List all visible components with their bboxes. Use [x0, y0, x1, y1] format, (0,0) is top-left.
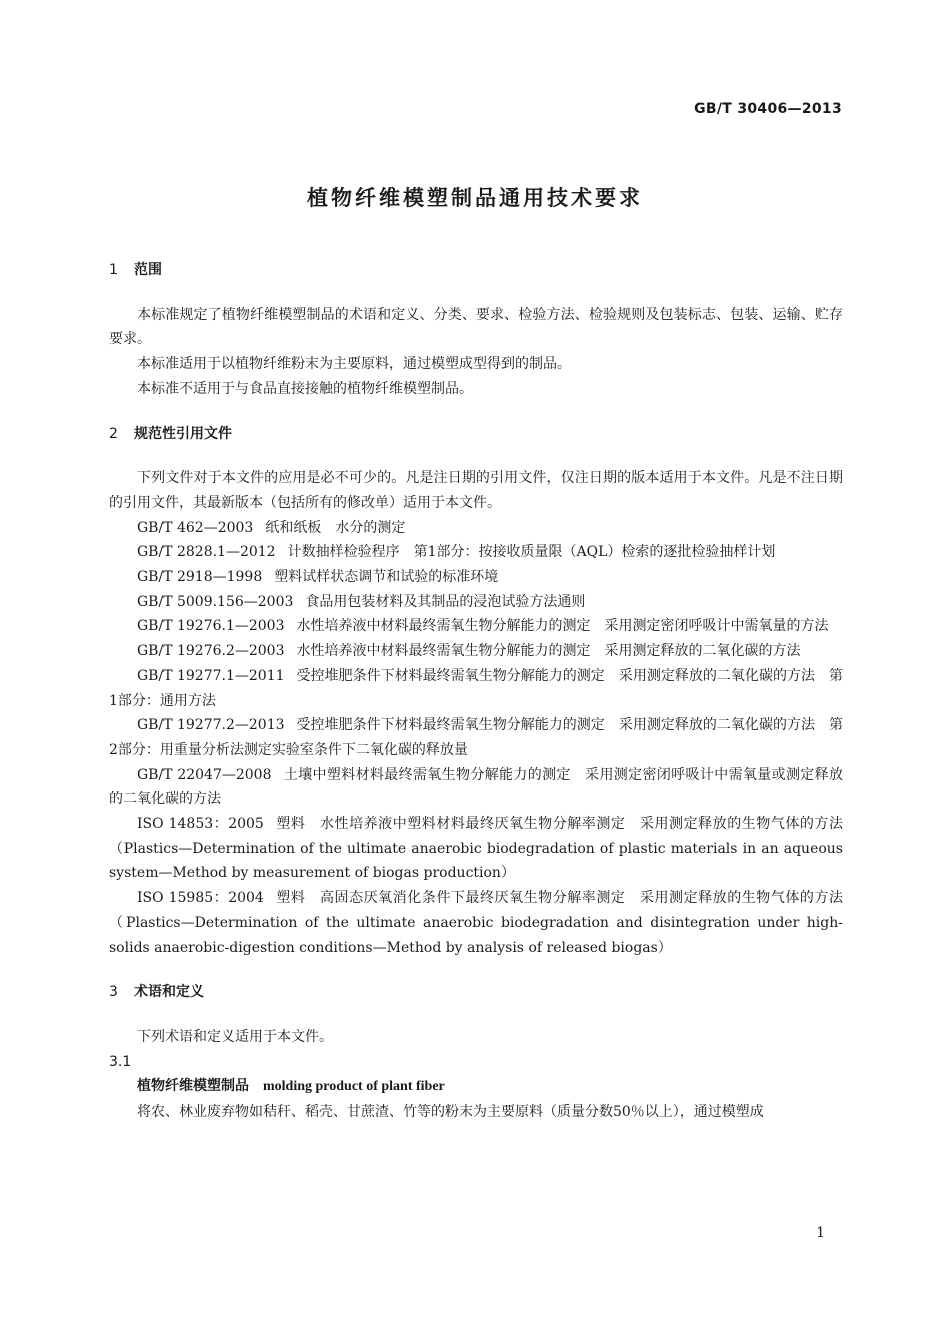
- reference-title: 食品用包装材料及其制品的浸泡试验方法通则: [305, 593, 586, 610]
- reference-code: GB/T 19276.2—2003: [137, 643, 285, 660]
- reference-title: 纸和纸板 水分的测定: [265, 519, 406, 536]
- paragraph: 下列术语和定义适用于本文件。: [137, 1028, 333, 1045]
- reference-item: [109, 763, 843, 812]
- reference-title: 塑料 水性培养液中塑料材料最终厌氧生物分解率测定 采用测定释放的生物气体的方法（Plastics—Determination of the ultimate anaerobic biodegradation of plastic materials in an aqueous system—Method by measurement of biogas production）: [109, 816, 843, 882]
- reference-code: GB/T 5009.156—2003: [137, 593, 294, 610]
- reference-title: 水性培养液中材料最终需氧生物分解能力的测定 采用测定密闭呼吸计中需氧量的方法: [296, 618, 829, 635]
- reference-title: 塑料试样状态调节和试验的标准环境: [274, 569, 499, 586]
- standard-code: GB/T 30406—2013: [694, 101, 842, 117]
- reference-code: GB/T 462—2003: [137, 519, 254, 536]
- reference-item: [109, 812, 843, 886]
- reference-title: 受控堆肥条件下材料最终需氧生物分解能力的测定 采用测定释放的二氧化碳的方法 第1部分：通用方法: [109, 667, 844, 709]
- section-number: 3: [109, 984, 118, 1001]
- reference-item: [109, 565, 843, 590]
- reference-code: ISO 14853：2005: [137, 816, 264, 833]
- reference-item: [109, 590, 843, 615]
- reference-code: ISO 15985：2004: [137, 890, 264, 907]
- reference-item: [109, 664, 843, 713]
- section-number: 1: [109, 262, 118, 278]
- reference-code: GB/T 19276.1—2003: [137, 618, 285, 635]
- reference-code: GB/T 2828.1—2012: [137, 544, 276, 561]
- term-definition: 将农、林业废弃物如秸秆、稻壳、甘蔗渣、竹等的粉末为主要原料（质量分数50％以上），通过模塑成: [137, 1104, 764, 1121]
- term-number: 3.1: [109, 1053, 132, 1070]
- reference-code: GB/T 2918—1998: [137, 569, 263, 586]
- reference-title: 计数抽样检验程序 第1部分：按接收质量限（AQL）检索的逐批检验抽样计划: [287, 544, 776, 561]
- section-title: 规范性引用文件: [134, 425, 232, 442]
- term-english: molding product of plant fiber: [263, 1079, 445, 1095]
- reference-item: [109, 540, 843, 565]
- reference-title: 受控堆肥条件下材料最终需氧生物分解能力的测定 采用测定释放的二氧化碳的方法 第2部分：用重量分析法测定实验室条件下二氧化碳的释放量: [109, 717, 844, 758]
- section-2-heading: [109, 422, 843, 447]
- reference-item: [109, 713, 843, 762]
- section-number: 2: [109, 425, 118, 442]
- document-title: 植物纤维模塑制品通用技术要求: [307, 186, 643, 210]
- reference-item: [109, 639, 843, 664]
- section-3-heading: [109, 980, 843, 1005]
- page-number: 1: [816, 1225, 825, 1241]
- reference-item: [109, 886, 843, 960]
- paragraph: 本标准规定了植物纤维模塑制品的术语和定义、分类、要求、检验方法、检验规则及包装标志、包装、运输、贮存要求。: [109, 306, 843, 348]
- section-1-heading: [109, 258, 843, 283]
- reference-item: [109, 614, 843, 639]
- term-heading: [109, 1074, 843, 1100]
- reference-title: 土壤中塑料材料最终需氧生物分解能力的测定 采用测定密闭呼吸计中需氧量或测定释放的二氧化碳的方法: [109, 766, 843, 808]
- reference-code: GB/T 22047—2008: [137, 766, 272, 783]
- term-chinese: 植物纤维模塑制品: [137, 1078, 249, 1095]
- reference-code: GB/T 19277.2—2013: [137, 717, 285, 734]
- paragraph: 下列文件对于本文件的应用是必不可少的。凡是注日期的引用文件，仅注日期的版本适用于本文件。凡是不注日期的引用文件，其最新版本（包括所有的修改单）适用于本文件。: [109, 470, 843, 511]
- paragraph: 本标准适用于以植物纤维粉末为主要原料，通过模塑成型得到的制品。: [137, 356, 571, 373]
- document-body: [109, 258, 843, 1125]
- section-title: 术语和定义: [134, 984, 204, 1001]
- reference-item: [109, 516, 843, 541]
- reference-title: 塑料 高固态厌氧消化条件下最终厌氧生物分解率测定 采用测定释放的生物气体的方法（Plastics—Determination of the ultimate anaerobic biodegradation and disintegration under high-solids anaerobic-digestion conditions—Method by analysis of released biogas）: [109, 890, 843, 956]
- reference-title: 水性培养液中材料最终需氧生物分解能力的测定 采用测定释放的二氧化碳的方法: [296, 643, 801, 660]
- reference-code: GB/T 19277.1—2011: [137, 667, 285, 684]
- section-title: 范围: [134, 262, 162, 278]
- paragraph: 本标准不适用于与食品直接接触的植物纤维模塑制品。: [137, 380, 473, 397]
